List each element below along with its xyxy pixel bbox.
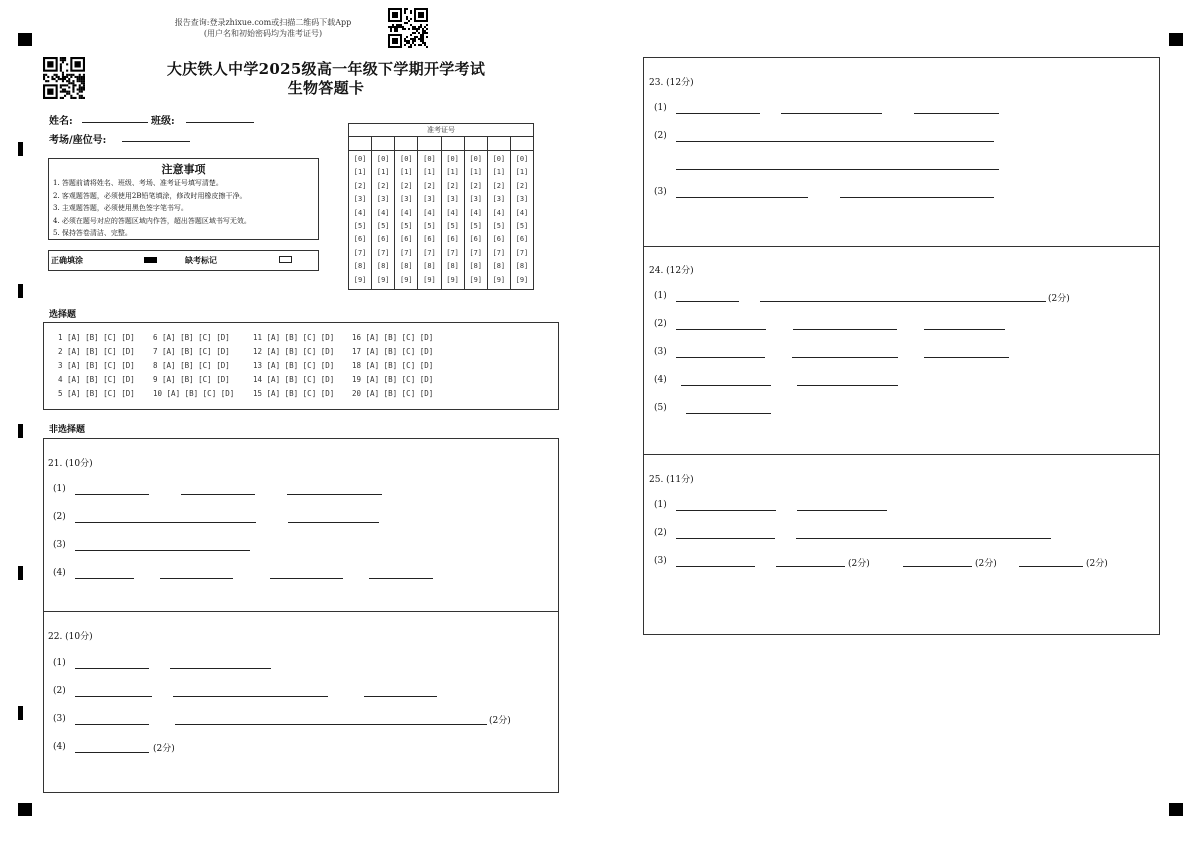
exam-id-write-cell[interactable]: [441, 137, 464, 151]
answer-line[interactable]: [681, 385, 771, 386]
choice-item-7[interactable]: 7 [A] [B] [C] [D]: [153, 347, 230, 356]
answer-line[interactable]: [173, 696, 328, 697]
exam-id-digit-bubble[interactable]: [3]: [376, 195, 390, 204]
choice-item-13[interactable]: 13 [A] [B] [C] [D]: [253, 361, 335, 370]
timing-mark: [18, 424, 23, 438]
exam-id-digit-bubble[interactable]: [7]: [376, 248, 390, 257]
exam-id-digit-bubble[interactable]: [5]: [515, 222, 529, 231]
exam-id-digit-bubble[interactable]: [6]: [469, 235, 483, 244]
exam-id-digit-bubble[interactable]: [0]: [376, 155, 390, 163]
choice-item-16[interactable]: 16 [A] [B] [C] [D]: [352, 333, 434, 342]
choice-item-12[interactable]: 12 [A] [B] [C] [D]: [253, 347, 335, 356]
corner-mark-top-left: [18, 33, 32, 46]
points-label: (2分): [1086, 559, 1108, 569]
exam-id-digit-bubble[interactable]: [3]: [446, 195, 459, 204]
notice-box: [48, 158, 319, 240]
exam-id-write-cell[interactable]: [372, 137, 395, 151]
exam-id-digit-bubble[interactable]: [6]: [446, 235, 459, 244]
exam-id-digit-bubble[interactable]: [1]: [492, 168, 506, 177]
exam-id-digit-bubble[interactable]: [3]: [469, 195, 483, 204]
choice-item-9[interactable]: 9 [A] [B] [C] [D]: [153, 375, 230, 384]
class-field[interactable]: [186, 122, 254, 123]
exam-id-digit-column: [395, 151, 418, 290]
answer-line[interactable]: [369, 578, 433, 579]
answer-line[interactable]: [676, 141, 994, 142]
exam-id-digit-bubble[interactable]: [4]: [515, 208, 529, 217]
choice-item-10[interactable]: 10 [A] [B] [C] [D]: [153, 389, 235, 398]
exam-id-digit-bubble[interactable]: [2]: [353, 181, 367, 190]
exam-id-digit-bubble[interactable]: [4]: [376, 208, 390, 217]
q24-part-5: (5): [654, 403, 667, 413]
exam-id-digit-bubble[interactable]: [7]: [353, 248, 367, 257]
exam-id-digit-bubble[interactable]: [9]: [446, 275, 459, 284]
exam-id-digit-bubble[interactable]: [0]: [423, 155, 436, 163]
exam-id-digit-bubble[interactable]: [2]: [423, 181, 436, 190]
answer-line[interactable]: [676, 357, 765, 358]
report-query-text: [148, 17, 378, 39]
answer-line[interactable]: [288, 522, 379, 523]
points-label: (2分): [153, 744, 175, 754]
answer-line[interactable]: [75, 522, 256, 523]
exam-id-digit-bubble[interactable]: [8]: [515, 262, 529, 271]
q22-part-2: (2): [53, 686, 66, 696]
exam-id-digit-column: [349, 151, 372, 290]
answer-line[interactable]: [924, 329, 1005, 330]
choice-item-4[interactable]: 4 [A] [B] [C] [D]: [58, 375, 135, 384]
answer-line[interactable]: [924, 357, 1009, 358]
exam-id-digit-bubble[interactable]: [7]: [469, 248, 483, 257]
exam-id-digit-bubble[interactable]: [6]: [399, 235, 413, 244]
exam-id-digit-bubble[interactable]: [9]: [492, 275, 506, 284]
answer-line[interactable]: [160, 578, 233, 579]
choice-item-20[interactable]: 20 [A] [B] [C] [D]: [352, 389, 434, 398]
exam-id-digit-bubble[interactable]: [1]: [399, 168, 413, 177]
answer-line[interactable]: [914, 113, 999, 114]
points-label: (2分): [848, 559, 870, 569]
choice-section-title: 选择题: [49, 310, 77, 320]
exam-id-digit-bubble[interactable]: [4]: [353, 208, 367, 217]
exam-id-digit-bubble[interactable]: [0]: [492, 155, 506, 163]
exam-id-digit-bubble[interactable]: [3]: [423, 195, 436, 204]
exam-id-digit-bubble[interactable]: [7]: [492, 248, 506, 257]
fill-legend-box: [48, 250, 319, 271]
exam-id-digit-bubble[interactable]: [5]: [469, 222, 483, 231]
exam-id-digit-bubble[interactable]: [1]: [469, 168, 483, 177]
answer-line[interactable]: [75, 724, 149, 725]
q21-title: 21. (10分): [48, 459, 93, 469]
q23-title: 23. (12分): [649, 78, 694, 88]
exam-id-write-cell[interactable]: [510, 137, 533, 151]
exam-id-digit-bubble[interactable]: [3]: [515, 195, 529, 204]
exam-id-digit-column: [372, 151, 395, 290]
exam-id-digit-column: [510, 151, 533, 290]
exam-id-digit-column: [487, 151, 510, 290]
q24-part-1: (1): [654, 291, 667, 301]
answer-line[interactable]: [903, 566, 972, 567]
answer-line[interactable]: [776, 566, 845, 567]
answer-line[interactable]: [686, 413, 771, 414]
q24-title: 24. (12分): [649, 266, 694, 276]
answer-line[interactable]: [796, 538, 1051, 539]
exam-id-title: 准考证号: [349, 124, 534, 137]
exam-id-digit-bubble[interactable]: [8]: [446, 262, 459, 271]
answer-line[interactable]: [793, 329, 897, 330]
absent-mark-label: 缺考标记: [185, 255, 217, 265]
answer-line[interactable]: [792, 357, 898, 358]
exam-id-digit-bubble[interactable]: [9]: [376, 275, 390, 284]
exam-id-digit-bubble[interactable]: [6]: [353, 235, 367, 244]
q25-part-3: (3): [654, 556, 667, 566]
timing-mark: [18, 284, 23, 298]
choice-item-18[interactable]: 18 [A] [B] [C] [D]: [352, 361, 434, 370]
answer-line[interactable]: [270, 578, 343, 579]
exam-id-digit-bubble[interactable]: [0]: [446, 155, 459, 163]
exam-id-digit-bubble[interactable]: [4]: [469, 208, 483, 217]
exam-id-digit-bubble[interactable]: [5]: [492, 222, 506, 231]
name-field[interactable]: [82, 122, 148, 123]
q21-box: [43, 438, 559, 612]
class-label: 班级:: [151, 116, 175, 127]
exam-id-digit-column: [464, 151, 487, 290]
q22-part-4: (4): [53, 742, 66, 752]
exam-id-digit-bubble[interactable]: [2]: [492, 181, 506, 190]
answer-line[interactable]: [676, 566, 755, 567]
report-line-2: (用户名和初始密码均为准考证号): [203, 29, 323, 38]
exam-id-digit-bubble[interactable]: [8]: [353, 262, 367, 271]
points-label: (2分): [1048, 294, 1070, 304]
qr-code-icon: [43, 57, 85, 99]
choice-item-19[interactable]: 19 [A] [B] [C] [D]: [352, 375, 434, 384]
exam-id-table: [348, 123, 534, 290]
exam-id-digit-bubble[interactable]: [4]: [399, 208, 413, 217]
answer-line[interactable]: [181, 494, 255, 495]
nonchoice-section-title: 非选择题: [49, 425, 86, 435]
q22-box: [43, 611, 559, 793]
qr-code-icon: [388, 8, 428, 48]
q21-part-1: (1): [53, 484, 66, 494]
answer-line[interactable]: [781, 113, 882, 114]
q22-part-3: (3): [53, 714, 66, 724]
exam-id-digit-bubble[interactable]: [9]: [399, 275, 413, 284]
q25-part-1: (1): [654, 500, 667, 510]
seat-field[interactable]: [122, 141, 190, 142]
exam-id-digit-bubble[interactable]: [0]: [515, 155, 529, 163]
exam-id-digit-bubble[interactable]: [6]: [492, 235, 506, 244]
exam-id-digit-bubble[interactable]: [4]: [423, 208, 436, 217]
exam-id-digit-bubble[interactable]: [5]: [353, 222, 367, 231]
exam-id-digit-bubble[interactable]: [0]: [469, 155, 483, 163]
correct-fill-sample-icon: [144, 257, 157, 263]
seat-label: 考场/座位号:: [49, 135, 107, 146]
answer-line[interactable]: [75, 752, 149, 753]
corner-mark-bottom-left: [18, 803, 32, 816]
exam-id-digit-bubble[interactable]: [1]: [423, 168, 436, 177]
notice-title: 注意事项: [161, 163, 206, 176]
exam-id-digit-bubble[interactable]: [0]: [399, 155, 413, 163]
choice-item-17[interactable]: 17 [A] [B] [C] [D]: [352, 347, 434, 356]
exam-id-digit-bubble[interactable]: [3]: [399, 195, 413, 204]
exam-id-digit-bubble[interactable]: [8]: [399, 262, 413, 271]
title-line-1: 大庆铁人中学2025级高一年级下学期开学考试: [166, 60, 486, 78]
exam-id-digit-bubble[interactable]: [2]: [469, 181, 483, 190]
exam-id-digit-bubble[interactable]: [7]: [423, 248, 436, 257]
answer-line[interactable]: [676, 113, 760, 114]
exam-id-digit-bubble[interactable]: [2]: [515, 181, 529, 190]
choice-item-11[interactable]: 11 [A] [B] [C] [D]: [253, 333, 335, 342]
q22-part-1: (1): [53, 658, 66, 668]
exam-id-digit-column: [441, 151, 464, 290]
title-line-2: 生物答题卡: [287, 79, 365, 97]
exam-id-digit-bubble[interactable]: [9]: [423, 275, 436, 284]
choice-item-2[interactable]: 2 [A] [B] [C] [D]: [58, 347, 135, 356]
exam-id-digit-bubble[interactable]: [6]: [376, 235, 390, 244]
page-title: [146, 60, 506, 98]
q21-part-2: (2): [53, 512, 66, 522]
choice-item-8[interactable]: 8 [A] [B] [C] [D]: [153, 361, 230, 370]
exam-id-digit-bubble[interactable]: [7]: [446, 248, 459, 257]
choice-item-6[interactable]: 6 [A] [B] [C] [D]: [153, 333, 230, 342]
exam-id-digit-bubble[interactable]: [0]: [353, 155, 367, 163]
answer-line[interactable]: [75, 668, 149, 669]
q22-title: 22. (10分): [48, 632, 93, 642]
exam-id-digit-bubble[interactable]: [8]: [423, 262, 436, 271]
notice-item: 5. 保持答卷清洁、完整。: [53, 229, 132, 237]
exam-id-digit-bubble[interactable]: [9]: [469, 275, 483, 284]
exam-id-digit-bubble[interactable]: [7]: [399, 248, 413, 257]
q23-box: [643, 57, 1160, 247]
answer-line[interactable]: [676, 301, 739, 302]
q24-part-4: (4): [654, 375, 667, 385]
notice-item: 2. 客观题答题，必须使用2B铅笔填涂，修改时用橡皮擦干净。: [53, 191, 247, 200]
q23-part-1: (1): [654, 103, 667, 113]
timing-mark: [18, 566, 23, 580]
answer-line[interactable]: [676, 197, 808, 198]
exam-id-digit-bubble[interactable]: [9]: [353, 275, 367, 284]
points-label: (2分): [489, 716, 511, 726]
exam-id-digit-bubble[interactable]: [3]: [353, 195, 367, 204]
report-line-1: 报告查询:登录zhixue.com或扫描二维码下载App: [174, 18, 352, 27]
timing-mark: [18, 706, 23, 720]
points-label: (2分): [975, 559, 997, 569]
answer-line[interactable]: [75, 696, 152, 697]
exam-id-write-cell[interactable]: [464, 137, 487, 151]
choice-item-3[interactable]: 3 [A] [B] [C] [D]: [58, 361, 135, 370]
choice-item-5[interactable]: 5 [A] [B] [C] [D]: [58, 389, 135, 398]
answer-line[interactable]: [75, 494, 149, 495]
notice-item: 1. 答题前请将姓名、班级、考场、准考证号填写清楚。: [53, 179, 223, 187]
answer-line[interactable]: [175, 724, 487, 725]
answer-line[interactable]: [287, 494, 382, 495]
answer-line[interactable]: [170, 668, 271, 669]
exam-id-digit-bubble[interactable]: [1]: [353, 168, 367, 177]
exam-id-digit-bubble[interactable]: [2]: [446, 181, 459, 190]
exam-id-digit-bubble[interactable]: [6]: [423, 235, 436, 244]
answer-line[interactable]: [676, 538, 775, 539]
exam-id-digit-bubble[interactable]: [1]: [376, 168, 390, 177]
answer-line[interactable]: [840, 197, 994, 198]
answer-line[interactable]: [676, 510, 776, 511]
exam-id-digit-bubble[interactable]: [5]: [399, 222, 413, 231]
timing-mark: [18, 142, 23, 156]
exam-id-write-cell[interactable]: [487, 137, 510, 151]
choice-item-14[interactable]: 14 [A] [B] [C] [D]: [253, 375, 335, 384]
q25-part-2: (2): [654, 528, 667, 538]
exam-id-digit-bubble[interactable]: [8]: [469, 262, 483, 271]
correct-fill-label: 正确填涂: [51, 255, 83, 265]
exam-id-digit-bubble[interactable]: [5]: [376, 222, 390, 231]
exam-id-digit-bubble[interactable]: [4]: [492, 208, 506, 217]
exam-id-digit-bubble[interactable]: [8]: [492, 262, 506, 271]
exam-id-digit-bubble[interactable]: [7]: [515, 248, 529, 257]
choice-item-1[interactable]: 1 [A] [B] [C] [D]: [58, 333, 135, 342]
exam-id-digit-bubble[interactable]: [1]: [446, 168, 459, 177]
q23-part-2: (2): [654, 131, 667, 141]
name-label: 姓名:: [49, 116, 73, 127]
answer-line[interactable]: [676, 169, 999, 170]
exam-id-digit-bubble[interactable]: [8]: [376, 262, 390, 271]
answer-line[interactable]: [1019, 566, 1083, 567]
exam-id-digit-bubble[interactable]: [4]: [446, 208, 459, 217]
exam-id-digit-bubble[interactable]: [6]: [515, 235, 529, 244]
exam-id-digit-bubble[interactable]: [5]: [423, 222, 436, 231]
answer-line[interactable]: [760, 301, 1046, 302]
q25-title: 25. (11分): [649, 475, 694, 485]
answer-line[interactable]: [676, 329, 766, 330]
exam-id-digit-bubble[interactable]: [9]: [515, 275, 529, 284]
corner-mark-top-right: [1169, 33, 1183, 46]
q21-part-4: (4): [53, 568, 66, 578]
answer-line[interactable]: [364, 696, 437, 697]
q24-box: [643, 246, 1160, 455]
notice-item: 3. 主观题答题，必须使用黑色签字笔书写。: [53, 204, 188, 212]
exam-id-digit-bubble[interactable]: [5]: [446, 222, 459, 231]
q24-part-3: (3): [654, 347, 667, 357]
q21-part-3: (3): [53, 540, 66, 550]
exam-id-digit-bubble[interactable]: [2]: [376, 181, 390, 190]
exam-id-digit-bubble[interactable]: [2]: [399, 181, 413, 190]
exam-id-digit-bubble[interactable]: [3]: [492, 195, 506, 204]
choice-item-15[interactable]: 15 [A] [B] [C] [D]: [253, 389, 335, 398]
exam-id-write-cell[interactable]: [418, 137, 441, 151]
answer-line[interactable]: [797, 385, 898, 386]
exam-id-digit-column: [418, 151, 441, 290]
absent-mark-checkbox[interactable]: [279, 256, 292, 263]
q25-box: [643, 454, 1160, 635]
q23-part-3: (3): [654, 187, 667, 197]
q24-part-2: (2): [654, 319, 667, 329]
corner-mark-bottom-right: [1169, 803, 1183, 816]
answer-line[interactable]: [75, 578, 134, 579]
exam-id-write-cell[interactable]: [395, 137, 418, 151]
answer-line[interactable]: [797, 510, 887, 511]
answer-line[interactable]: [75, 550, 250, 551]
exam-id-write-cell[interactable]: [349, 137, 372, 151]
exam-id-digit-bubble[interactable]: [1]: [515, 168, 529, 177]
notice-item: 4. 必须在题号对应的答题区域内作答，超出答题区域书写无效。: [53, 216, 251, 225]
